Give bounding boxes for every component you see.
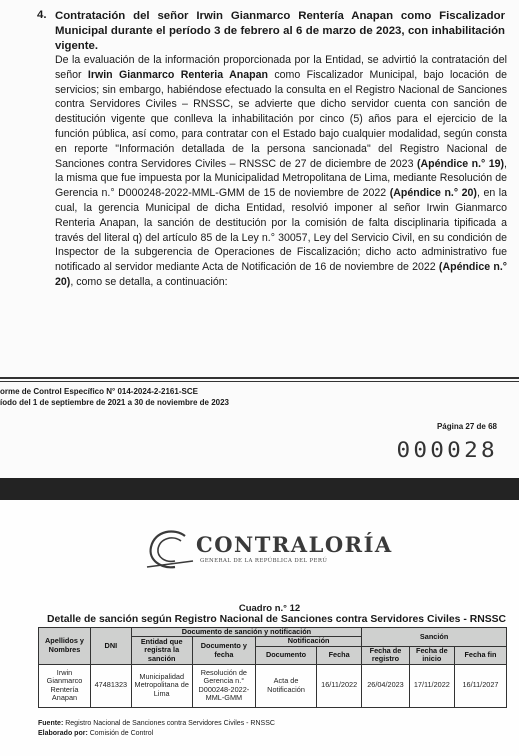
- cell-notif-fecha: 16/11/2022: [317, 664, 362, 707]
- made-by-label: Elaborado por:: [38, 730, 88, 737]
- header-dni: DNI: [91, 628, 132, 665]
- cell-fecha-fin: 16/11/2027: [454, 664, 506, 707]
- cell-fecha-registro: 26/04/2023: [362, 664, 409, 707]
- footer-rule-top: [0, 377, 519, 379]
- sanction-table: [38, 627, 507, 708]
- appendix-20-ref: (Apéndice n.° 20): [389, 187, 477, 200]
- cell-documento-fecha: Resolución de Gerencia n.° D000248-2022-MML-GMM: [192, 664, 255, 707]
- cell-notif-documento: Acta de Notificación: [256, 664, 317, 707]
- made-by-text: Comisión de Control: [87, 730, 154, 737]
- header-fecha-fin: Fecha fin: [454, 646, 506, 664]
- paragraph-text-1: De la evaluación de la información proporcionada por la Entidad, se advirtió la contratación del señor: [55, 54, 507, 81]
- header-fecha: Fecha: [317, 646, 362, 664]
- source-label: Fuente:: [38, 720, 64, 727]
- header-group-sancion: Sanción: [362, 628, 507, 647]
- footer-report-id: orme de Control Específico N° 014-2024-2-2161-SCE: [0, 387, 198, 396]
- appendix-19-ref: (Apéndice n.° 19): [416, 157, 505, 170]
- header-documento: Documento: [256, 646, 317, 664]
- header-group-documento: Documento de sanción y notificación: [131, 628, 362, 637]
- page-number: Página 27 de 68: [436, 422, 497, 431]
- report-page-28: [0, 500, 519, 756]
- table-caption: Detalle de sanción según Registro Nacional de Sanciones contra Servidores Civiles - RNSSC: [47, 614, 507, 625]
- logo-wordmark: CONTRALORÍA: [196, 532, 393, 557]
- folio-stamp: 000028: [396, 438, 498, 462]
- paragraph-text-4: , en la cual, la gerencia Municipal de dicha Entidad, resolvió imponer al señor Irwin Gianmarco Renteria Anapan, la sanción de destitución por la comisión de falta disciplinaria tipificada a través del literal q) del artículo 85 de la Ley n.° 30057, Ley del Servicio Civil, en su condición de Inspector de la subgerencia de Operaciones de Fiscalización; dicho acto administrativo fue notificado al servidor mediante Acta de Notificación de 16 de noviembre de 2022: [55, 187, 508, 274]
- section-title: Contratación del señor Irwin Gianmarco Rentería Anapan como Fiscalizador Municipal durante el período 3 de febrero al 6 de marzo de 2023, con inhabilitación vigente.: [55, 10, 505, 52]
- page-separator: [0, 478, 519, 500]
- header-documento-fecha: Documento y fecha: [192, 637, 255, 664]
- contraloria-emblem-icon: [145, 527, 195, 571]
- cell-dni: 47481323: [91, 664, 132, 707]
- header-apellidos: Apellidos y Nombres: [39, 628, 91, 665]
- finding-paragraph: [55, 53, 507, 290]
- cell-nombre: Irwin Gianmarco Rentería Anapan: [39, 664, 91, 707]
- paragraph-text-5: , como se detalla, a continuación:: [70, 275, 228, 288]
- footer-period: íodo del 1 de septiembre de 2021 a 30 de noviembre de 2023: [0, 398, 229, 407]
- table-source: [38, 720, 275, 727]
- appendix-20-ref-2: (Apéndice n.° 20): [55, 261, 507, 288]
- header-fecha-inicio: Fecha de inicio: [409, 646, 454, 664]
- paragraph-text-2: como Fiscalizador Municipal, bajo locación de servicios; sin embargo, habiéndose efectuado la consulta en el Registro Nacional de Sanciones contra Servidores Civiles – RNSSC, se advierte que dicho servidor cuenta con sanción de destitución vigente que conlleva la inhabilitación por cinco (5) años para el ejercicio de la función pública, así como, para contratar con el Estado bajo cualquier modalidad, según consta en reporte "Información detallada de la persona sancionada" del Registro Nacional de Sanciones contra Servidores Civiles – RNSSC de 27 de diciembre de 2023: [55, 68, 507, 170]
- header-entidad: Entidad que registra la sanción: [131, 637, 192, 664]
- footer-rule-bottom: [0, 381, 519, 382]
- contraloria-logo: [145, 527, 405, 571]
- paragraph-text-3: , la misma que fue impuesta por la Municipalidad Metropolitana de Lima, mediante Resolución de Gerencia n.° D000248-2022-MML-GMM de 15 de noviembre de 2022: [55, 157, 507, 200]
- source-text: Registro Nacional de Sanciones contra Servidores Civiles - RNSSC: [63, 720, 275, 727]
- table-row: [39, 664, 507, 707]
- table-made-by: [38, 730, 153, 737]
- cell-fecha-inicio: 17/11/2022: [409, 664, 454, 707]
- header-notificacion: Notificación: [256, 637, 362, 646]
- paragraph-bold-name: Irwin Gianmarco Renteria Anapan: [87, 68, 268, 81]
- header-fecha-registro: Fecha de registro: [362, 646, 409, 664]
- logo-subtitle: GENERAL DE LA REPÚBLICA DEL PERÚ: [200, 558, 328, 564]
- table-number: Cuadro n.° 12: [238, 603, 301, 614]
- section-number: 4.: [37, 9, 47, 21]
- cell-entidad: Municipalidad Metropolitana de Lima: [131, 664, 192, 707]
